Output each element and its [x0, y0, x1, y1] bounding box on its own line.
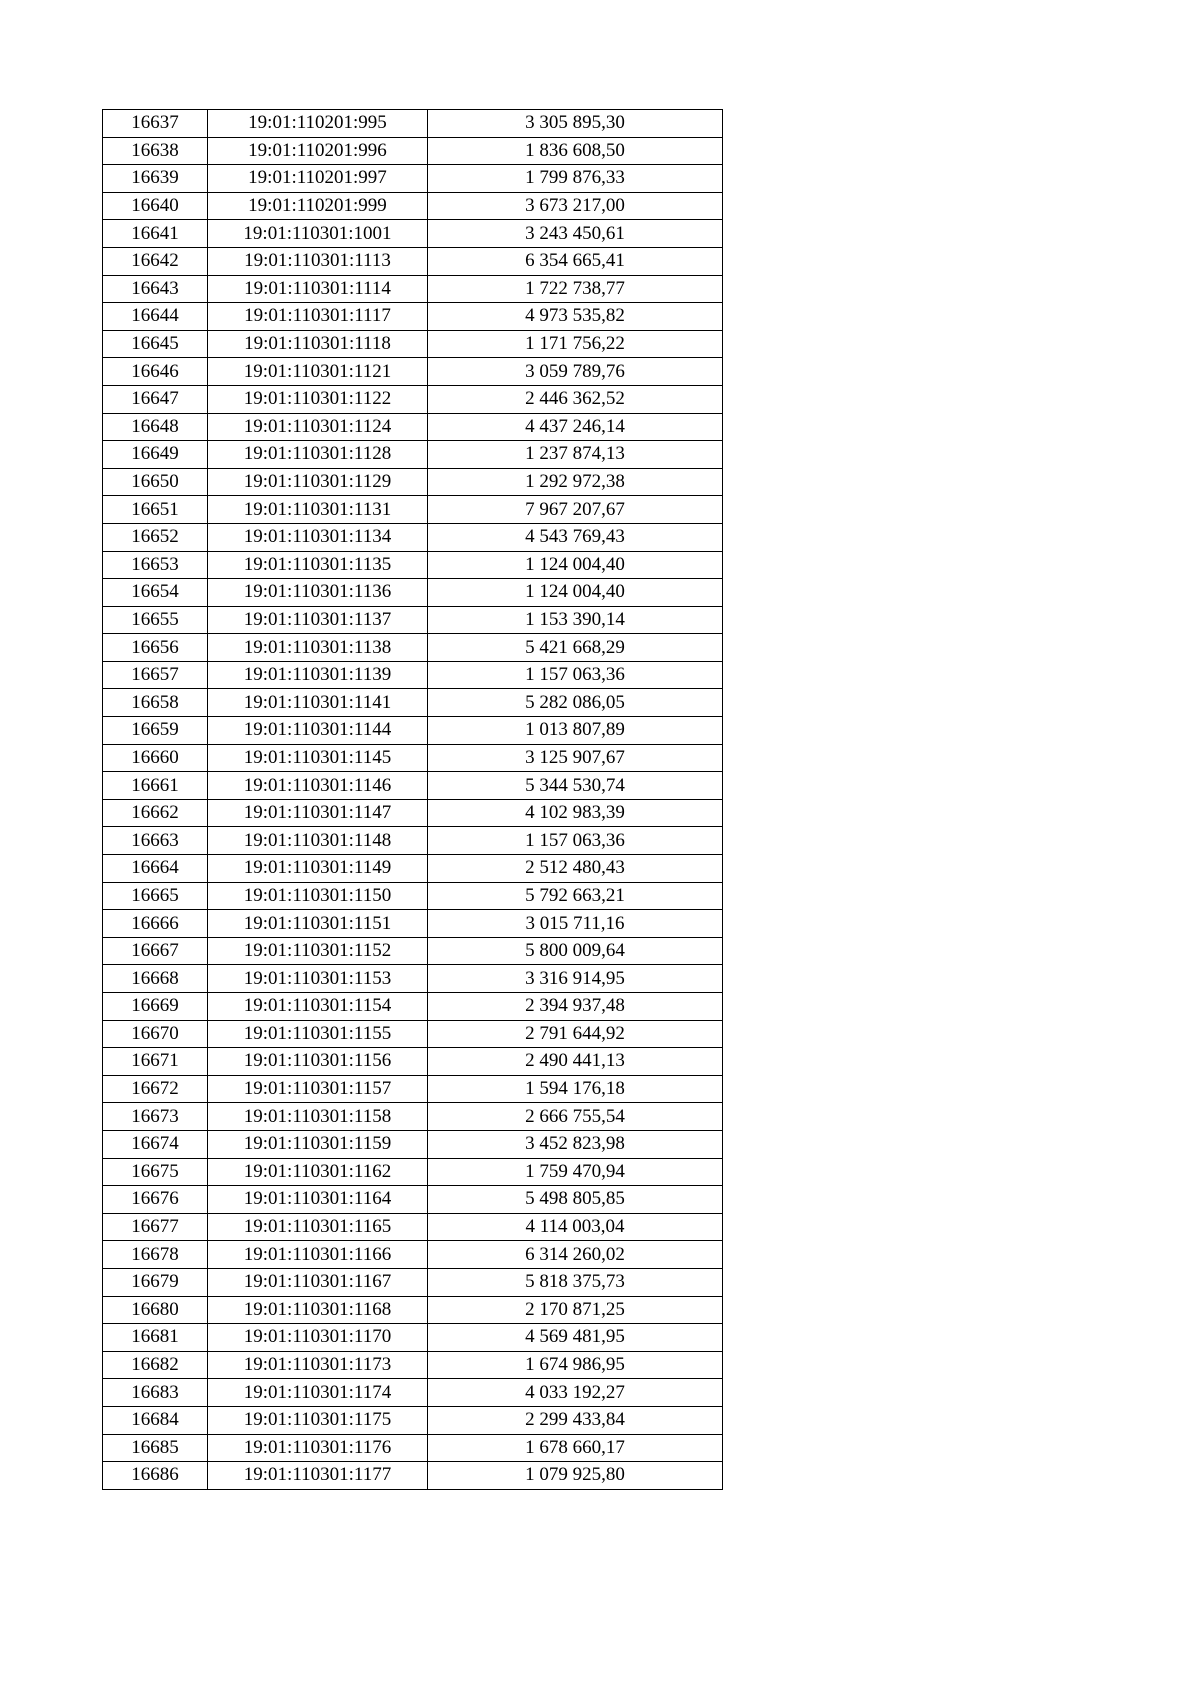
row-number-cell: 16678: [103, 1241, 208, 1269]
cadastral-value-cell: 3 673 217,00: [428, 192, 723, 220]
cadastral-value-cell: 1 759 470,94: [428, 1158, 723, 1186]
cadastral-value-cell: 4 543 769,43: [428, 523, 723, 551]
cadastral-value-table: [102, 109, 723, 1490]
cadastral-number-cell: 19:01:110301:1141: [208, 689, 428, 717]
table-row: [103, 1020, 723, 1048]
table-row: [103, 1130, 723, 1158]
cadastral-number-cell: 19:01:110301:1176: [208, 1434, 428, 1462]
table-row: [103, 496, 723, 524]
cadastral-value-cell: 3 125 907,67: [428, 744, 723, 772]
cadastral-value-cell: 1 013 807,89: [428, 717, 723, 745]
row-number-cell: 16652: [103, 523, 208, 551]
row-number-cell: 16665: [103, 882, 208, 910]
cadastral-value-cell: 1 079 925,80: [428, 1462, 723, 1490]
cadastral-value-cell: 2 512 480,43: [428, 855, 723, 883]
cadastral-value-cell: 2 394 937,48: [428, 993, 723, 1021]
row-number-cell: 16649: [103, 441, 208, 469]
cadastral-value-cell: 4 973 535,82: [428, 303, 723, 331]
row-number-cell: 16663: [103, 827, 208, 855]
cadastral-number-cell: 19:01:110301:1139: [208, 661, 428, 689]
table-row: [103, 1268, 723, 1296]
row-number-cell: 16660: [103, 744, 208, 772]
row-number-cell: 16675: [103, 1158, 208, 1186]
table-row: [103, 303, 723, 331]
cadastral-value-cell: 5 282 086,05: [428, 689, 723, 717]
cadastral-number-cell: 19:01:110301:1124: [208, 413, 428, 441]
cadastral-value-cell: 3 243 450,61: [428, 220, 723, 248]
cadastral-number-cell: 19:01:110301:1135: [208, 551, 428, 579]
table-row: [103, 772, 723, 800]
table-row: [103, 744, 723, 772]
row-number-cell: 16648: [103, 413, 208, 441]
cadastral-value-cell: 5 421 668,29: [428, 634, 723, 662]
cadastral-value-cell: 4 437 246,14: [428, 413, 723, 441]
cadastral-value-cell: 1 124 004,40: [428, 551, 723, 579]
row-number-cell: 16656: [103, 634, 208, 662]
cadastral-value-cell: 5 498 805,85: [428, 1186, 723, 1214]
row-number-cell: 16679: [103, 1268, 208, 1296]
cadastral-value-cell: 2 299 433,84: [428, 1406, 723, 1434]
table-row: [103, 1351, 723, 1379]
cadastral-value-cell: 1 153 390,14: [428, 606, 723, 634]
row-number-cell: 16644: [103, 303, 208, 331]
cadastral-value-cell: 4 102 983,39: [428, 799, 723, 827]
cadastral-number-cell: 19:01:110301:1155: [208, 1020, 428, 1048]
cadastral-number-cell: 19:01:110301:1150: [208, 882, 428, 910]
table-row: [103, 165, 723, 193]
row-number-cell: 16669: [103, 993, 208, 1021]
table-row: [103, 413, 723, 441]
cadastral-number-cell: 19:01:110301:1151: [208, 910, 428, 938]
cadastral-value-cell: 5 818 375,73: [428, 1268, 723, 1296]
row-number-cell: 16682: [103, 1351, 208, 1379]
table-row: [103, 1186, 723, 1214]
row-number-cell: 16674: [103, 1130, 208, 1158]
table-row: [103, 1048, 723, 1076]
row-number-cell: 16672: [103, 1075, 208, 1103]
row-number-cell: 16646: [103, 358, 208, 386]
table-row: [103, 523, 723, 551]
table-row: [103, 717, 723, 745]
table-row: [103, 1462, 723, 1490]
table-row: [103, 1103, 723, 1131]
cadastral-value-cell: 2 170 871,25: [428, 1296, 723, 1324]
cadastral-value-cell: 1 124 004,40: [428, 579, 723, 607]
cadastral-value-cell: 1 722 738,77: [428, 275, 723, 303]
cadastral-value-cell: 2 791 644,92: [428, 1020, 723, 1048]
cadastral-value-cell: 4 114 003,04: [428, 1213, 723, 1241]
row-number-cell: 16661: [103, 772, 208, 800]
table-row: [103, 882, 723, 910]
table-row: [103, 1324, 723, 1352]
row-number-cell: 16643: [103, 275, 208, 303]
cadastral-value-cell: 5 800 009,64: [428, 937, 723, 965]
row-number-cell: 16683: [103, 1379, 208, 1407]
cadastral-number-cell: 19:01:110201:997: [208, 165, 428, 193]
cadastral-number-cell: 19:01:110201:995: [208, 110, 428, 138]
row-number-cell: 16638: [103, 137, 208, 165]
table-row: [103, 689, 723, 717]
table-row: [103, 551, 723, 579]
table-row: [103, 441, 723, 469]
row-number-cell: 16647: [103, 385, 208, 413]
cadastral-number-cell: 19:01:110301:1131: [208, 496, 428, 524]
cadastral-value-cell: 1 678 660,17: [428, 1434, 723, 1462]
table-row: [103, 827, 723, 855]
cadastral-number-cell: 19:01:110301:1113: [208, 247, 428, 275]
cadastral-value-cell: 1 292 972,38: [428, 468, 723, 496]
row-number-cell: 16670: [103, 1020, 208, 1048]
table-row: [103, 247, 723, 275]
row-number-cell: 16681: [103, 1324, 208, 1352]
cadastral-number-cell: 19:01:110301:1137: [208, 606, 428, 634]
table-row: [103, 1241, 723, 1269]
cadastral-value-cell: 1 237 874,13: [428, 441, 723, 469]
cadastral-number-cell: 19:01:110201:999: [208, 192, 428, 220]
row-number-cell: 16655: [103, 606, 208, 634]
row-number-cell: 16671: [103, 1048, 208, 1076]
cadastral-number-cell: 19:01:110301:1117: [208, 303, 428, 331]
table-row: [103, 993, 723, 1021]
table-row: [103, 855, 723, 883]
cadastral-number-cell: 19:01:110301:1144: [208, 717, 428, 745]
row-number-cell: 16686: [103, 1462, 208, 1490]
cadastral-value-cell: 3 316 914,95: [428, 965, 723, 993]
cadastral-number-cell: 19:01:110301:1170: [208, 1324, 428, 1352]
cadastral-value-cell: 4 033 192,27: [428, 1379, 723, 1407]
table-row: [103, 606, 723, 634]
table-row: [103, 358, 723, 386]
cadastral-number-cell: 19:01:110301:1174: [208, 1379, 428, 1407]
cadastral-value-cell: 1 594 176,18: [428, 1075, 723, 1103]
table-row: [103, 110, 723, 138]
cadastral-number-cell: 19:01:110301:1165: [208, 1213, 428, 1241]
cadastral-value-cell: 5 792 663,21: [428, 882, 723, 910]
table-row: [103, 634, 723, 662]
row-number-cell: 16676: [103, 1186, 208, 1214]
cadastral-number-cell: 19:01:110301:1153: [208, 965, 428, 993]
cadastral-number-cell: 19:01:110301:1158: [208, 1103, 428, 1131]
cadastral-number-cell: 19:01:110301:1136: [208, 579, 428, 607]
cadastral-number-cell: 19:01:110301:1156: [208, 1048, 428, 1076]
table-row: [103, 1434, 723, 1462]
cadastral-number-cell: 19:01:110301:1152: [208, 937, 428, 965]
cadastral-value-cell: 6 354 665,41: [428, 247, 723, 275]
row-number-cell: 16657: [103, 661, 208, 689]
cadastral-number-cell: 19:01:110301:1134: [208, 523, 428, 551]
cadastral-number-cell: 19:01:110301:1138: [208, 634, 428, 662]
table-row: [103, 661, 723, 689]
cadastral-value-cell: 1 171 756,22: [428, 330, 723, 358]
cadastral-number-cell: 19:01:110301:1114: [208, 275, 428, 303]
table-row: [103, 385, 723, 413]
table-row: [103, 937, 723, 965]
cadastral-number-cell: 19:01:110301:1164: [208, 1186, 428, 1214]
table-row: [103, 1213, 723, 1241]
row-number-cell: 16641: [103, 220, 208, 248]
row-number-cell: 16662: [103, 799, 208, 827]
cadastral-number-cell: 19:01:110301:1154: [208, 993, 428, 1021]
cadastral-value-cell: 3 015 711,16: [428, 910, 723, 938]
table-row: [103, 468, 723, 496]
cadastral-number-cell: 19:01:110301:1149: [208, 855, 428, 883]
row-number-cell: 16680: [103, 1296, 208, 1324]
cadastral-number-cell: 19:01:110201:996: [208, 137, 428, 165]
cadastral-value-cell: 1 157 063,36: [428, 661, 723, 689]
cadastral-value-cell: 3 059 789,76: [428, 358, 723, 386]
cadastral-number-cell: 19:01:110301:1147: [208, 799, 428, 827]
cadastral-value-cell: 2 490 441,13: [428, 1048, 723, 1076]
table-row: [103, 1379, 723, 1407]
cadastral-value-cell: 2 446 362,52: [428, 385, 723, 413]
cadastral-value-cell: 3 452 823,98: [428, 1130, 723, 1158]
row-number-cell: 16668: [103, 965, 208, 993]
row-number-cell: 16685: [103, 1434, 208, 1462]
table-row: [103, 1158, 723, 1186]
cadastral-number-cell: 19:01:110301:1129: [208, 468, 428, 496]
cadastral-value-cell: 5 344 530,74: [428, 772, 723, 800]
cadastral-value-cell: 2 666 755,54: [428, 1103, 723, 1131]
row-number-cell: 16654: [103, 579, 208, 607]
row-number-cell: 16639: [103, 165, 208, 193]
cadastral-number-cell: 19:01:110301:1167: [208, 1268, 428, 1296]
table-row: [103, 1406, 723, 1434]
cadastral-number-cell: 19:01:110301:1177: [208, 1462, 428, 1490]
row-number-cell: 16650: [103, 468, 208, 496]
cadastral-number-cell: 19:01:110301:1145: [208, 744, 428, 772]
cadastral-number-cell: 19:01:110301:1162: [208, 1158, 428, 1186]
cadastral-number-cell: 19:01:110301:1128: [208, 441, 428, 469]
table-row: [103, 965, 723, 993]
row-number-cell: 16637: [103, 110, 208, 138]
row-number-cell: 16645: [103, 330, 208, 358]
row-number-cell: 16684: [103, 1406, 208, 1434]
row-number-cell: 16673: [103, 1103, 208, 1131]
cadastral-value-cell: 1 799 876,33: [428, 165, 723, 193]
cadastral-number-cell: 19:01:110301:1001: [208, 220, 428, 248]
cadastral-value-cell: 1 674 986,95: [428, 1351, 723, 1379]
cadastral-number-cell: 19:01:110301:1159: [208, 1130, 428, 1158]
table-row: [103, 137, 723, 165]
cadastral-number-cell: 19:01:110301:1121: [208, 358, 428, 386]
row-number-cell: 16664: [103, 855, 208, 883]
table-row: [103, 192, 723, 220]
cadastral-number-cell: 19:01:110301:1166: [208, 1241, 428, 1269]
table-row: [103, 799, 723, 827]
table-row: [103, 1296, 723, 1324]
cadastral-number-cell: 19:01:110301:1168: [208, 1296, 428, 1324]
row-number-cell: 16653: [103, 551, 208, 579]
cadastral-number-cell: 19:01:110301:1157: [208, 1075, 428, 1103]
row-number-cell: 16666: [103, 910, 208, 938]
row-number-cell: 16667: [103, 937, 208, 965]
row-number-cell: 16642: [103, 247, 208, 275]
cadastral-value-cell: 6 314 260,02: [428, 1241, 723, 1269]
row-number-cell: 16651: [103, 496, 208, 524]
row-number-cell: 16658: [103, 689, 208, 717]
cadastral-number-cell: 19:01:110301:1122: [208, 385, 428, 413]
cadastral-number-cell: 19:01:110301:1148: [208, 827, 428, 855]
cadastral-number-cell: 19:01:110301:1118: [208, 330, 428, 358]
cadastral-value-cell: 4 569 481,95: [428, 1324, 723, 1352]
row-number-cell: 16640: [103, 192, 208, 220]
table-row: [103, 220, 723, 248]
row-number-cell: 16677: [103, 1213, 208, 1241]
cadastral-value-cell: 1 836 608,50: [428, 137, 723, 165]
cadastral-value-cell: 1 157 063,36: [428, 827, 723, 855]
cadastral-number-cell: 19:01:110301:1175: [208, 1406, 428, 1434]
table-row: [103, 330, 723, 358]
cadastral-value-cell: 3 305 895,30: [428, 110, 723, 138]
table-row: [103, 910, 723, 938]
table-row: [103, 579, 723, 607]
cadastral-value-cell: 7 967 207,67: [428, 496, 723, 524]
cadastral-number-cell: 19:01:110301:1146: [208, 772, 428, 800]
table-row: [103, 1075, 723, 1103]
cadastral-number-cell: 19:01:110301:1173: [208, 1351, 428, 1379]
table-body: [103, 110, 723, 1490]
table-row: [103, 275, 723, 303]
row-number-cell: 16659: [103, 717, 208, 745]
